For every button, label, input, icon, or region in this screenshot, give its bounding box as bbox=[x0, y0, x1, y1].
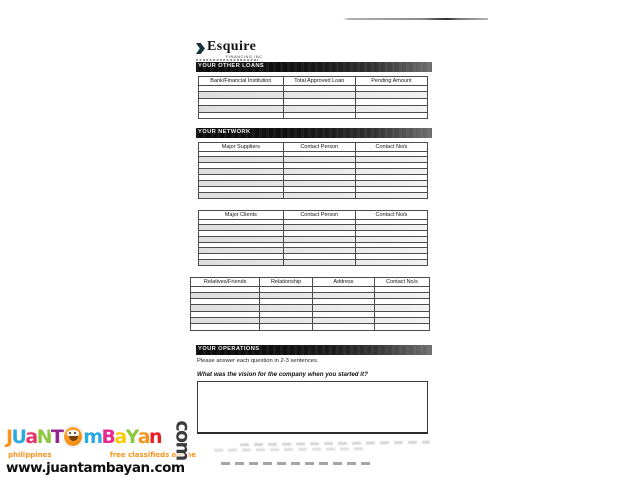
watermark-letter: n bbox=[148, 426, 161, 448]
empty-cell bbox=[355, 85, 427, 92]
empty-cell bbox=[375, 324, 430, 330]
watermark-letters-left bbox=[6, 426, 62, 448]
column-header: Major Suppliers bbox=[199, 143, 284, 152]
watermark-letter: T bbox=[50, 426, 63, 448]
empty-cell bbox=[191, 324, 260, 330]
section-header-your-other-loans bbox=[196, 62, 432, 72]
empty-cell bbox=[355, 92, 427, 99]
table-row bbox=[199, 99, 428, 106]
empty-cell bbox=[199, 260, 284, 266]
esquire-chevron-icon bbox=[196, 43, 205, 54]
empty-cell bbox=[355, 260, 427, 266]
faint-cutoff-text bbox=[214, 447, 364, 451]
header-row bbox=[191, 278, 430, 287]
section-title: YOUR OTHER LOANS bbox=[198, 63, 265, 69]
column-header: Bank/Financial Institution bbox=[199, 77, 284, 86]
watermark-dotcom-vertical: com bbox=[171, 420, 194, 460]
empty-cell bbox=[355, 192, 427, 198]
empty-cell bbox=[283, 112, 355, 119]
watermark-letter: U bbox=[11, 426, 26, 448]
empty-cell bbox=[199, 85, 284, 92]
header-row bbox=[199, 143, 428, 152]
header-row bbox=[199, 77, 428, 86]
empty-cell bbox=[199, 192, 284, 198]
answer-box bbox=[197, 381, 428, 434]
faint-cutoff-text bbox=[240, 441, 430, 447]
section-header-your-network bbox=[196, 128, 432, 138]
logo-brand-text: Esquire bbox=[207, 39, 257, 54]
empty-cell bbox=[283, 92, 355, 99]
table-row bbox=[199, 85, 428, 92]
watermark-tag-philippines: philippines bbox=[8, 450, 52, 459]
clients-table bbox=[198, 210, 428, 266]
table-row bbox=[191, 324, 430, 330]
table-row bbox=[199, 92, 428, 99]
empty-cell bbox=[283, 105, 355, 112]
watermark-tag-classifieds: free classifieds online bbox=[109, 450, 196, 459]
loans-table bbox=[198, 76, 428, 119]
watermark-letter: a bbox=[25, 426, 37, 448]
column-header: Major Clients bbox=[199, 211, 284, 220]
empty-cell bbox=[283, 85, 355, 92]
empty-cell bbox=[260, 324, 313, 330]
empty-cell bbox=[355, 105, 427, 112]
watermark-letters-right bbox=[83, 426, 161, 448]
column-header: Contact Person bbox=[283, 143, 355, 152]
watermark-letter: a bbox=[114, 426, 126, 448]
empty-cell bbox=[283, 260, 355, 266]
empty-cell bbox=[312, 324, 374, 330]
watermark-letter: J bbox=[6, 426, 12, 448]
column-header: Total Approved Loan bbox=[283, 77, 355, 86]
esquire-logo bbox=[196, 41, 286, 61]
relatives-table bbox=[190, 277, 430, 331]
empty-cell bbox=[355, 112, 427, 119]
column-header: Contact Person bbox=[283, 211, 355, 220]
suppliers-table bbox=[198, 142, 428, 199]
juantambayan-watermark bbox=[6, 420, 198, 476]
empty-cell bbox=[199, 99, 284, 106]
faint-cutoff-text bbox=[221, 462, 373, 465]
table-row bbox=[199, 112, 428, 119]
column-header: Relatives/Friends bbox=[191, 278, 260, 287]
instruction-text: Please answer each question in 2-3 sentences. bbox=[197, 358, 319, 364]
empty-cell bbox=[283, 99, 355, 106]
watermark-letter: B bbox=[101, 426, 115, 448]
table-row bbox=[199, 192, 428, 198]
column-header: Contact No/s bbox=[375, 278, 430, 287]
table-row bbox=[199, 105, 428, 112]
mascot-icon bbox=[63, 426, 83, 447]
watermark-letter: a bbox=[137, 426, 149, 448]
column-header: Relationship bbox=[260, 278, 313, 287]
header-row bbox=[199, 211, 428, 220]
column-header: Address bbox=[312, 278, 374, 287]
column-header: Contact No/s bbox=[355, 143, 427, 152]
question-text: What was the vision for the company when you started it? bbox=[197, 370, 368, 378]
watermark-letter: m bbox=[83, 426, 102, 448]
empty-cell bbox=[199, 92, 284, 99]
empty-cell bbox=[199, 105, 284, 112]
watermark-letter: N bbox=[36, 426, 51, 448]
section-header-your-operations bbox=[196, 345, 432, 355]
empty-cell bbox=[355, 99, 427, 106]
column-header: Contact No/s bbox=[355, 211, 427, 220]
empty-cell bbox=[283, 192, 355, 198]
watermark-letter: Y bbox=[125, 426, 138, 448]
column-header: Pending Amount bbox=[355, 77, 427, 86]
watermark-taglines bbox=[6, 451, 198, 459]
section-title: YOUR NETWORK bbox=[198, 129, 251, 135]
logo-subtext: FINANCING INC. bbox=[226, 53, 265, 59]
watermark-url: www.juantambayan.com bbox=[6, 460, 185, 476]
empty-cell bbox=[199, 112, 284, 119]
section-title: YOUR OPERATIONS bbox=[198, 346, 260, 352]
scan-artifact-line bbox=[343, 18, 488, 20]
table-row bbox=[199, 260, 428, 266]
